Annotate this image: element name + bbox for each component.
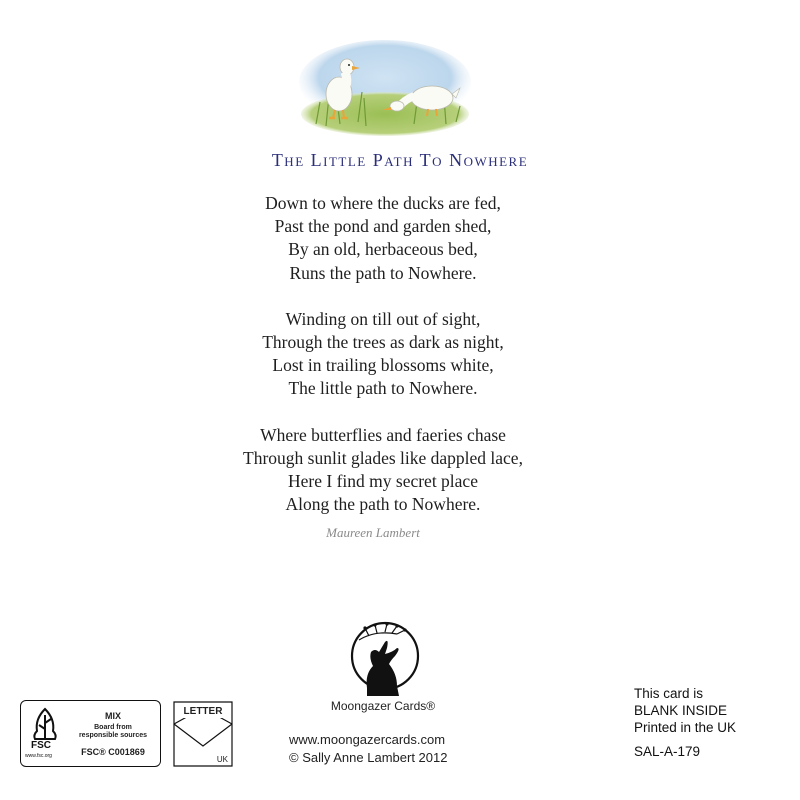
poem-line: Through sunlit glades like dappled lace, bbox=[243, 447, 523, 468]
card-info bbox=[634, 685, 784, 760]
poem-line: Lost in trailing blossoms white, bbox=[272, 355, 494, 376]
poem-title: The Little Path To Nowhere bbox=[271, 150, 529, 170]
publisher-name: Moongazer Cards® bbox=[330, 699, 436, 713]
copyright: © Sally Anne Lambert 2012 bbox=[289, 750, 448, 765]
poem-line: Where butterflies and faeries chase bbox=[260, 424, 506, 445]
card-info-line1: This card is bbox=[634, 686, 704, 701]
card-info-line3: Printed in the UK bbox=[634, 720, 737, 735]
stanza-2 bbox=[0, 308, 766, 401]
moon-hare-icon bbox=[345, 618, 425, 698]
poem-author: Maureen Lambert bbox=[326, 525, 420, 540]
letter-postage-mark bbox=[170, 700, 236, 768]
fsc-board bbox=[67, 724, 159, 740]
fsc-tree-icon bbox=[27, 705, 63, 749]
poem-line: The little path to Nowhere. bbox=[288, 378, 478, 399]
publisher-contact bbox=[289, 731, 529, 767]
fsc-mix: MIX bbox=[104, 711, 121, 721]
postage-country: UK bbox=[216, 755, 228, 764]
poem-line: Winding on till out of sight, bbox=[285, 308, 481, 329]
poem-line: Down to where the ducks are fed, bbox=[265, 193, 501, 213]
duck-illustration bbox=[296, 36, 474, 138]
fsc-label bbox=[20, 700, 161, 767]
card-code: SAL-A-179 bbox=[634, 744, 701, 759]
fsc-logo-text: FSC bbox=[31, 740, 51, 749]
fsc-board-line1: Board from bbox=[94, 724, 132, 731]
poem-line: Past the pond and garden shed, bbox=[274, 216, 492, 237]
fsc-code: FSC® C001869 bbox=[81, 747, 145, 757]
poem-line: Here I find my secret place bbox=[288, 471, 478, 492]
stanza-3 bbox=[0, 424, 766, 517]
publisher-website: www.moongazercards.com bbox=[289, 732, 446, 747]
postage-label: LETTER bbox=[183, 706, 223, 717]
stanza-1 bbox=[0, 192, 766, 285]
poem-line: Through the trees as dark as night, bbox=[262, 332, 504, 353]
poem-line: Along the path to Nowhere. bbox=[285, 494, 481, 515]
card-info-line2: BLANK INSIDE bbox=[634, 703, 728, 718]
poem-line: By an old, herbaceous bed, bbox=[288, 239, 478, 260]
fsc-site: www.fsc.org bbox=[25, 753, 52, 759]
poem-body bbox=[0, 192, 766, 539]
fsc-board-line2: responsible sources bbox=[78, 732, 148, 739]
poem-line: Runs the path to Nowhere. bbox=[289, 262, 477, 283]
